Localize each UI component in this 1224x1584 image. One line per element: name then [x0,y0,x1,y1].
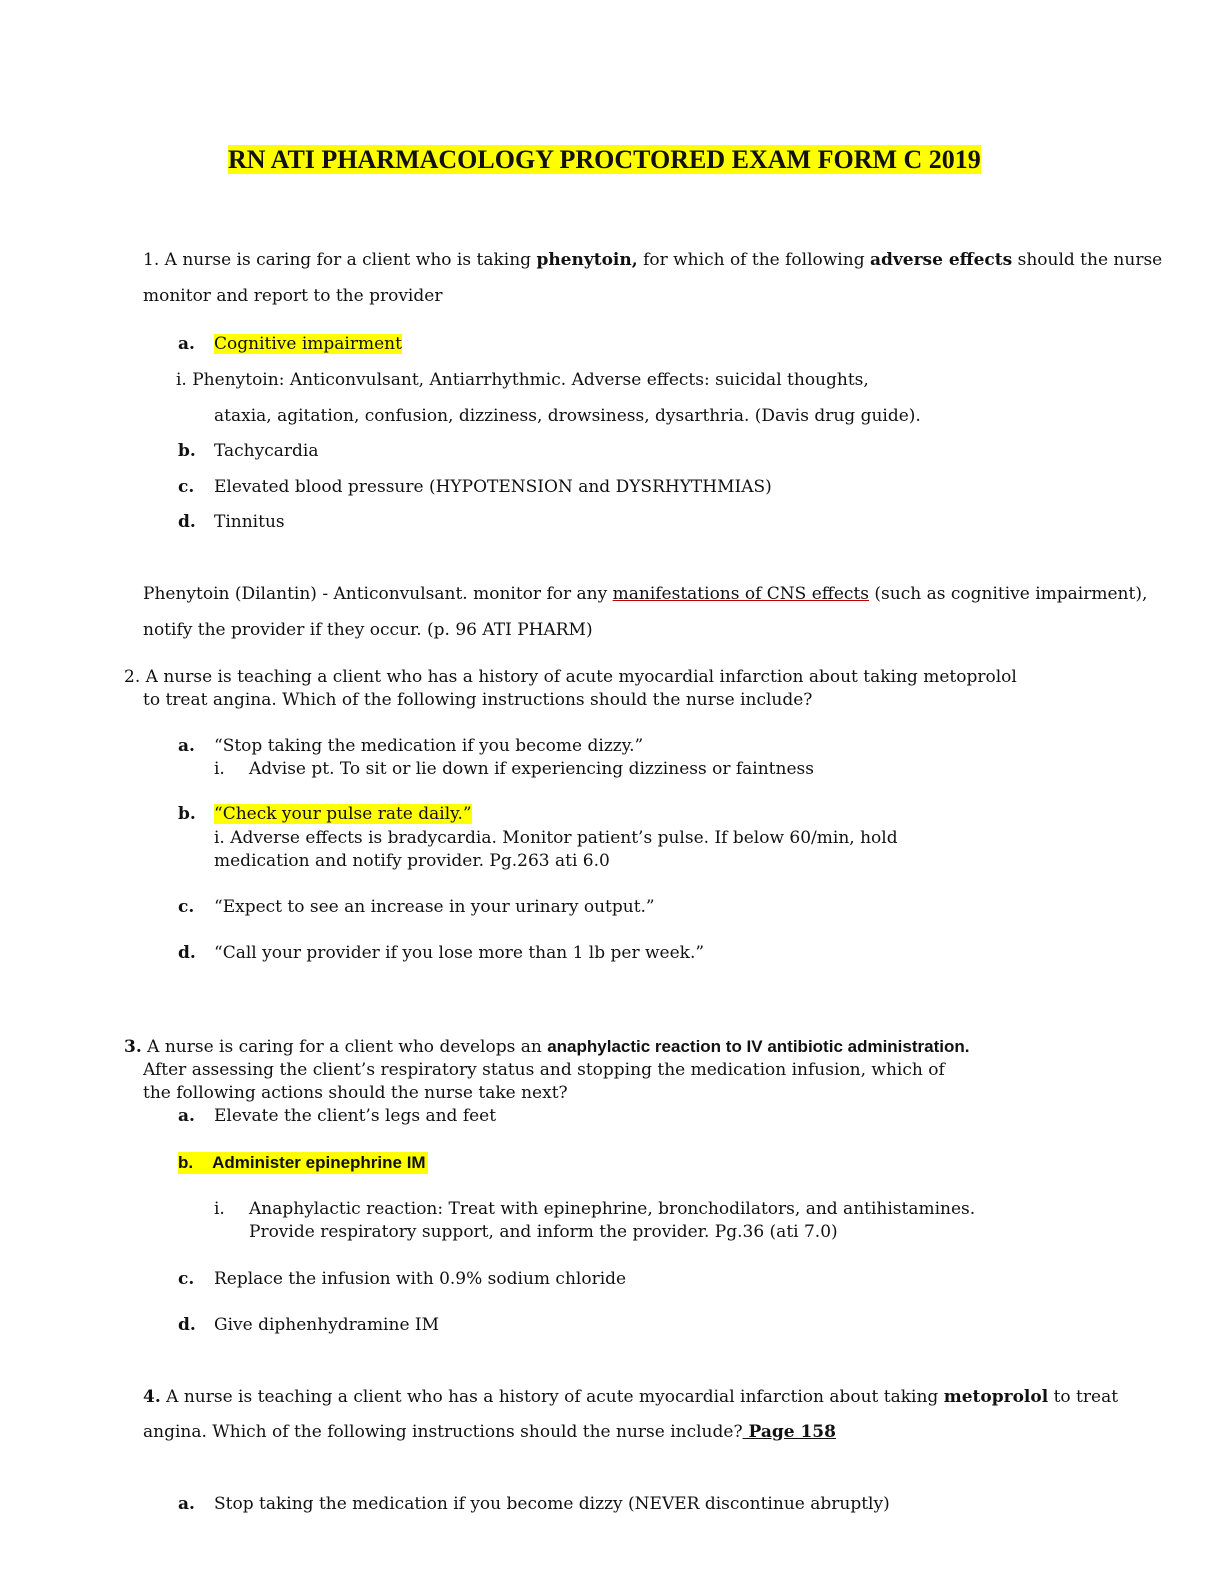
q2-option-c: “Expect to see an increase in your urinary output.” [214,897,655,917]
stem-text: A nurse is teaching a client who has a history of acute myocardial infarction about taking [160,1387,944,1407]
question-number: 3. [124,1037,142,1057]
option-label: b. [178,1153,194,1172]
title-text: RN ATI PHARMACOLOGY PROCTORED EXAM FORM C 2019 [228,145,981,174]
q3-option-a: Elevate the client’s legs and feet [214,1106,497,1126]
stem-text: angina. Which of the following instructions should the nurse include? [143,1422,743,1442]
q3-option-b [178,1152,428,1174]
q2-note-b-line2: medication and notify provider. Pg.263 ati 6.0 [214,851,610,871]
emphasis-text: adverse effects [869,250,1013,270]
question-1-stem-line2: monitor and report to the provider [143,286,443,306]
question-4-stem [143,1386,1118,1408]
option-label: a. [178,736,195,756]
q1-rationale [143,583,1147,605]
stem-text: A nurse is caring for a client who develops an [141,1037,548,1057]
correct-answer-text: “Check your pulse rate daily.” [214,804,472,824]
option-label: c. [178,1269,195,1289]
q3-note-line1: Anaphylactic reaction: Treat with epinephrine, bronchodilators, and antihistamines. [249,1199,976,1219]
drug-name: phenytoin, [536,250,638,270]
correct-answer-text: Cognitive impairment [214,334,402,354]
question-2-stem [124,666,1017,688]
correct-answer-text: Administer epinephrine IM [212,1153,426,1172]
stem-text: A nurse is caring for a client who is taking [159,250,537,270]
option-label: a. [178,1494,195,1514]
question-2-stem-line2: to treat angina. Which of the following instructions should the nurse include? [143,690,813,710]
q2-note-b-line1: i. Adverse effects is bradycardia. Monitor patient’s pulse. If below 60/min, hold [214,828,898,848]
option-label: a. [178,1106,195,1126]
question-number: 1. [143,250,160,270]
option-label: c. [178,897,195,917]
question-3-stem-line3: the following actions should the nurse take next? [143,1083,568,1103]
q3-option-d: Give diphenhydramine IM [214,1315,440,1335]
page-title [228,143,981,177]
q2-option-b [214,803,472,825]
q1-option-b: Tachycardia [214,441,319,461]
stem-text: A nurse is teaching a client who has a history of acute myocardial infarction about taking metoprolol [140,667,1017,687]
question-number: 4. [143,1387,161,1407]
page-reference: Page 158 [742,1422,836,1442]
question-number: 2. [124,667,141,687]
stem-text: to treat [1048,1387,1119,1407]
q3-note-line2: Provide respiratory support, and inform the provider. Pg.36 (ati 7.0) [249,1222,838,1242]
option-label: a. [178,334,195,354]
q2-note-a-num: i. [214,759,225,779]
q2-note-a: Advise pt. To sit or lie down if experiencing dizziness or faintness [249,759,814,779]
option-label: b. [178,804,196,824]
q1-option-d: Tinnitus [214,512,285,532]
q1-option-a [214,333,402,355]
rationale-text: Phenytoin (Dilantin) - Anticonvulsant. monitor for any [143,584,613,604]
q2-option-a: “Stop taking the medication if you become dizzy.” [214,736,644,756]
stem-text: for which of the following [637,250,870,270]
q1-option-c: Elevated blood pressure (HYPOTENSION and DYSRHYTHMIAS) [214,477,772,497]
q1-rationale-line2: notify the provider if they occur. (p. 96 ATI PHARM) [143,620,593,640]
question-3-stem-line2: After assessing the client’s respiratory status and stopping the medication infusion, which of [143,1060,945,1080]
option-label: d. [178,1315,196,1335]
q2-option-d: “Call your provider if you lose more than 1 lb per week.” [214,943,705,963]
q1-note-line2: ataxia, agitation, confusion, dizziness, drowsiness, dysarthria. (Davis drug guide). [214,406,921,426]
option-label: d. [178,943,196,963]
emphasis-text: anaphylactic reaction to IV antibiotic administration. [547,1037,970,1056]
q4-option-a: Stop taking the medication if you become dizzy (NEVER discontinue abruptly) [214,1494,890,1514]
q1-note-line1: i. Phenytoin: Anticonvulsant, Antiarrhythmic. Adverse effects: suicidal thoughts, [176,370,869,390]
question-4-stem-line2 [143,1421,836,1443]
question-1-stem [143,249,1162,271]
option-label: d. [178,512,196,532]
rationale-text: (such as cognitive impairment), [869,584,1148,604]
option-label: b. [178,441,196,461]
q3-option-c: Replace the infusion with 0.9% sodium chloride [214,1269,627,1289]
stem-text: should the nurse [1012,250,1163,270]
drug-name: metoprolol [943,1387,1049,1407]
question-3-stem [124,1036,969,1058]
option-label: c. [178,477,195,497]
underlined-text: manifestations of CNS effects [612,584,870,604]
q3-note-num: i. [214,1199,225,1219]
